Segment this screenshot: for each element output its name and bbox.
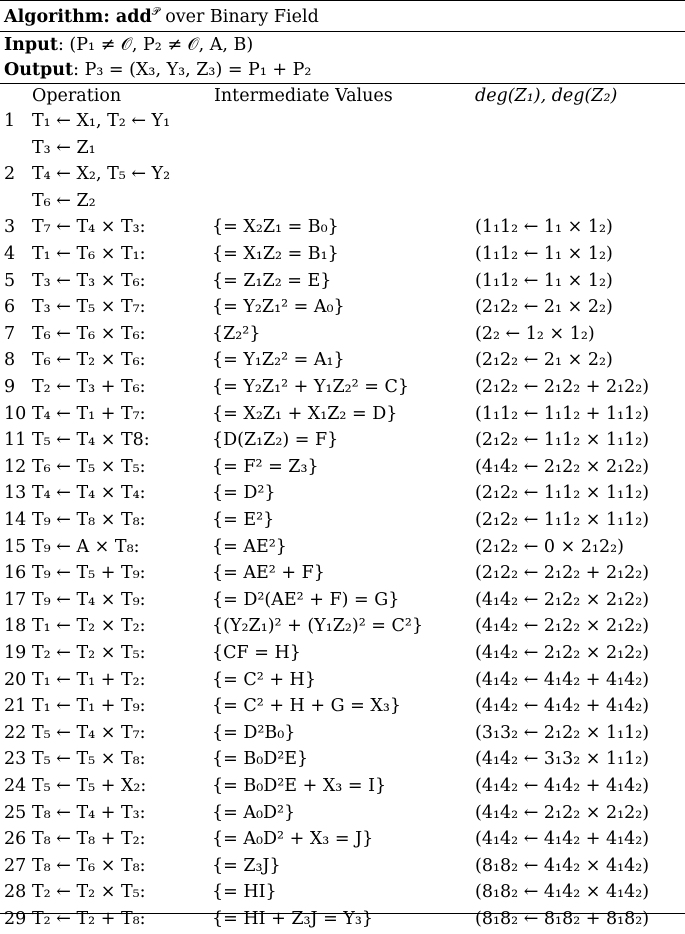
- row-intermediate-value: {= Y₂Z₁² + Y₁Z₂² = C}: [212, 377, 409, 397]
- row-intermediate-value: {= F² = Z₃}: [212, 456, 319, 477]
- table-row: [0, 217, 685, 242]
- table-row: [0, 829, 685, 854]
- row-number: 17: [4, 589, 27, 610]
- row-number: 4: [4, 244, 16, 264]
- row-operation: T₅ ← T₅ × T₈:: [32, 749, 146, 770]
- row-operation: T₆ ← Z₂: [32, 190, 96, 211]
- row-number: 14: [4, 510, 27, 530]
- row-operation: T₂ ← T₂ × T₅:: [32, 643, 146, 663]
- row-degree: (4₁4₂ ← 2₁2₂ × 2₁2₂): [475, 802, 650, 823]
- row-degree: (4₁4₂ ← 4₁4₂ + 4₁4₂): [475, 669, 650, 690]
- row-intermediate-value: {CF = H}: [212, 643, 301, 663]
- row-operation: T₁ ← T₂ × T₂:: [32, 616, 146, 637]
- table-row: [0, 430, 685, 455]
- row-number: 29: [4, 909, 27, 929]
- row-intermediate-value: {= B₀D²E + X₃ = I}: [212, 776, 387, 796]
- row-number: 3: [4, 217, 16, 238]
- row-degree: (1₁1₂ ← 1₁ × 1₂): [475, 217, 613, 238]
- row-operation: T₄ ← T₁ + T₇:: [32, 403, 146, 424]
- row-operation: T₅ ← T₄ × T₇:: [32, 722, 146, 743]
- row-operation: T₉ ← T₅ + T₉:: [32, 563, 146, 584]
- row-number: 18: [4, 616, 27, 637]
- table-row: [0, 723, 685, 748]
- row-operation: T₆ ← T₂ × T₆:: [32, 350, 146, 371]
- row-operation: T₉ ← T₈ × T₈:: [32, 510, 146, 530]
- row-operation: T₂ ← T₂ + T₈:: [32, 909, 146, 929]
- row-number: 21: [4, 696, 27, 717]
- table-row: [0, 244, 685, 269]
- algorithm-title-rest: over Binary Field: [159, 6, 319, 27]
- table-row: [0, 138, 685, 163]
- table-row: [0, 324, 685, 349]
- row-degree: (2₁2₂ ← 1₁1₂ × 1₁1₂): [475, 483, 650, 504]
- row-number: 9: [4, 377, 16, 397]
- table-row: [0, 404, 685, 429]
- row-number: 19: [4, 643, 27, 663]
- row-degree: (4₁4₂ ← 3₁3₂ × 1₁1₂): [475, 749, 650, 770]
- algorithm-title-bold: Algorithm: add: [4, 6, 152, 27]
- row-operation: T₁ ← T₆ × T₁:: [32, 244, 146, 264]
- row-degree: (4₁4₂ ← 4₁4₂ + 4₁4₂): [475, 696, 650, 717]
- table-row: [0, 776, 685, 801]
- row-intermediate-value: {= X₁Z₂ = B₁}: [212, 244, 339, 264]
- row-number: 25: [4, 802, 27, 823]
- row-intermediate-value: {= A₀D²}: [212, 802, 296, 823]
- row-intermediate-value: {= AE² + F}: [212, 563, 325, 584]
- row-intermediate-value: {= C² + H}: [212, 669, 316, 690]
- row-number: 2: [4, 164, 16, 185]
- table-row: [0, 111, 685, 136]
- input-text: : (P₁ ≠ 𝒪, P₂ ≠ 𝒪, A, B): [57, 35, 254, 55]
- row-number: 27: [4, 855, 27, 876]
- row-degree: (1₁1₂ ← 1₁1₂ + 1₁1₂): [475, 403, 650, 424]
- row-operation: T₉ ← T₄ × T₉:: [32, 589, 146, 610]
- row-intermediate-value: {= X₂Z₁ + X₁Z₂ = D}: [212, 403, 398, 424]
- table-row: [0, 696, 685, 721]
- output-line: [4, 60, 311, 80]
- row-number: 20: [4, 669, 27, 690]
- row-degree: (4₁4₂ ← 2₁2₂ × 2₁2₂): [475, 456, 650, 477]
- row-intermediate-value: {= B₀D²E}: [212, 749, 309, 770]
- row-intermediate-value: {= D²B₀}: [212, 722, 296, 743]
- row-number: 11: [4, 430, 27, 451]
- table-row: [0, 537, 685, 562]
- row-number: 1: [4, 111, 16, 131]
- row-operation: T₉ ← A × T₈:: [32, 536, 140, 557]
- row-number: 26: [4, 829, 27, 850]
- row-operation: T₃ ← Z₁: [32, 137, 96, 158]
- header-divider: [0, 83, 685, 84]
- row-intermediate-value: {= HI}: [212, 882, 277, 903]
- row-intermediate-value: {= E²}: [212, 510, 275, 530]
- table-row: [0, 856, 685, 881]
- row-operation: T₈ ← T₆ × T₈:: [32, 855, 146, 876]
- row-intermediate-value: {= Z₃J}: [212, 855, 281, 876]
- row-number: 28: [4, 882, 27, 903]
- row-number: 7: [4, 323, 16, 344]
- table-row: [0, 483, 685, 508]
- row-degree: (4₁4₂ ← 2₁2₂ × 2₁2₂): [475, 589, 650, 610]
- input-label: Input: [4, 35, 58, 55]
- row-degree: (2₁2₂ ← 2₁ × 2₂): [475, 350, 613, 371]
- row-operation: T₂ ← T₂ × T₅:: [32, 882, 146, 903]
- row-number: 12: [4, 456, 27, 477]
- row-intermediate-value: {(Y₂Z₁)² + (Y₁Z₂)² = C²}: [212, 616, 424, 637]
- output-label: Output: [4, 60, 74, 80]
- row-operation: T₂ ← T₃ + T₆:: [32, 377, 146, 397]
- table-row: [0, 457, 685, 482]
- row-operation: T₈ ← T₈ + T₂:: [32, 829, 146, 850]
- row-operation: T₇ ← T₄ × T₃:: [32, 217, 146, 238]
- table-row: [0, 882, 685, 907]
- row-operation: T₈ ← T₄ + T₃:: [32, 802, 146, 823]
- row-intermediate-value: {Z₂²}: [212, 323, 261, 344]
- row-degree: (2₁2₂ ← 0 × 2₁2₂): [475, 536, 624, 557]
- table-row: [0, 350, 685, 375]
- table-row: [0, 803, 685, 828]
- row-operation: T₅ ← T₅ + X₂:: [32, 776, 147, 796]
- row-number: 15: [4, 536, 27, 557]
- output-text: : P₃ = (X₃, Y₃, Z₃) = P₁ + P₂: [73, 60, 312, 80]
- row-number: 8: [4, 350, 16, 371]
- row-operation: T₆ ← T₅ × T₅:: [32, 456, 146, 477]
- row-degree: (8₁8₂ ← 4₁4₂ × 4₁4₂): [475, 855, 650, 876]
- row-degree: (4₁4₂ ← 2₁2₂ × 2₁2₂): [475, 616, 650, 637]
- row-degree: (3₁3₂ ← 2₁2₂ × 1₁1₂): [475, 722, 650, 743]
- row-operation: T₄ ← X₂, T₅ ← Y₂: [32, 164, 171, 185]
- row-operation: T₃ ← T₅ × T₇:: [32, 297, 146, 318]
- row-degree: (2₁2₂ ← 1₁1₂ × 1₁1₂): [475, 430, 650, 451]
- row-degree: (2₁2₂ ← 1₁1₂ × 1₁1₂): [475, 510, 650, 530]
- row-operation: T₁ ← T₁ + T₂:: [32, 669, 146, 690]
- input-line: [4, 35, 253, 55]
- row-intermediate-value: {= Y₂Z₁² = A₀}: [212, 297, 345, 318]
- table-row: [0, 297, 685, 322]
- row-intermediate-value: {D(Z₁Z₂) = F}: [212, 430, 339, 451]
- row-intermediate-value: {= C² + H + G = X₃}: [212, 696, 401, 717]
- table-row: [0, 164, 685, 189]
- algorithm-title: [4, 5, 319, 27]
- row-degree: (2₁2₂ ← 2₁2₂ + 2₁2₂): [475, 377, 650, 397]
- row-operation: T₃ ← T₃ × T₆:: [32, 270, 146, 291]
- table-row: [0, 271, 685, 296]
- table-row: [0, 563, 685, 588]
- table-row: [0, 909, 685, 934]
- row-number: 23: [4, 749, 27, 770]
- row-intermediate-value: {= Z₁Z₂ = E}: [212, 270, 332, 291]
- row-number: 22: [4, 722, 27, 743]
- row-intermediate-value: {= AE²}: [212, 536, 287, 557]
- row-operation: T₄ ← T₄ × T₄:: [32, 483, 146, 504]
- column-header-operation: Operation: [32, 86, 122, 106]
- row-intermediate-value: {= D²}: [212, 483, 276, 504]
- row-degree: (2₁2₂ ← 2₁2₂ + 2₁2₂): [475, 563, 650, 584]
- row-degree: (2₂ ← 1₂ × 1₂): [475, 323, 595, 344]
- row-degree: (4₁4₂ ← 4₁4₂ + 4₁4₂): [475, 829, 650, 850]
- table-row: [0, 749, 685, 774]
- row-operation: T₅ ← T₄ × T8:: [32, 430, 150, 451]
- table-row: [0, 590, 685, 615]
- row-degree: (4₁4₂ ← 2₁2₂ × 2₁2₂): [475, 643, 650, 663]
- row-degree: (1₁1₂ ← 1₁ × 1₂): [475, 244, 613, 264]
- row-number: 6: [4, 297, 16, 318]
- column-header-degree: deg(Z₁), deg(Z₂): [475, 86, 618, 106]
- table-row: [0, 643, 685, 668]
- row-number: 16: [4, 563, 27, 584]
- row-operation: T₆ ← T₆ × T₆:: [32, 323, 146, 344]
- row-degree: (8₁8₂ ← 4₁4₂ × 4₁4₂): [475, 882, 650, 903]
- row-number: 5: [4, 270, 16, 291]
- row-intermediate-value: {= A₀D² + X₃ = J}: [212, 829, 374, 850]
- table-row: [0, 510, 685, 535]
- algorithm-title-superscript: 𝒫: [151, 5, 160, 18]
- row-degree: (4₁4₂ ← 4₁4₂ + 4₁4₂): [475, 776, 650, 796]
- row-degree: (1₁1₂ ← 1₁ × 1₂): [475, 270, 613, 291]
- row-intermediate-value: {= Y₁Z₂² = A₁}: [212, 350, 345, 371]
- row-intermediate-value: {= D²(AE² + F) = G}: [212, 589, 400, 610]
- table-row: [0, 191, 685, 216]
- table-row: [0, 616, 685, 641]
- row-operation: T₁ ← T₁ + T₉:: [32, 696, 146, 717]
- row-number: 13: [4, 483, 27, 504]
- row-operation: T₁ ← X₁, T₂ ← Y₁: [32, 111, 171, 131]
- row-degree: (2₁2₂ ← 2₁ × 2₂): [475, 297, 613, 318]
- row-intermediate-value: {= X₂Z₁ = B₀}: [212, 217, 339, 238]
- table-row: [0, 670, 685, 695]
- row-number: 24: [4, 776, 27, 796]
- row-degree: (8₁8₂ ← 8₁8₂ + 8₁8₂): [475, 909, 650, 929]
- column-header-intermediate: Intermediate Values: [214, 86, 393, 106]
- table-row: [0, 377, 685, 402]
- row-intermediate-value: {= HI + Z₃J = Y₃}: [212, 909, 374, 929]
- title-divider: [0, 31, 685, 32]
- row-number: 10: [4, 403, 27, 424]
